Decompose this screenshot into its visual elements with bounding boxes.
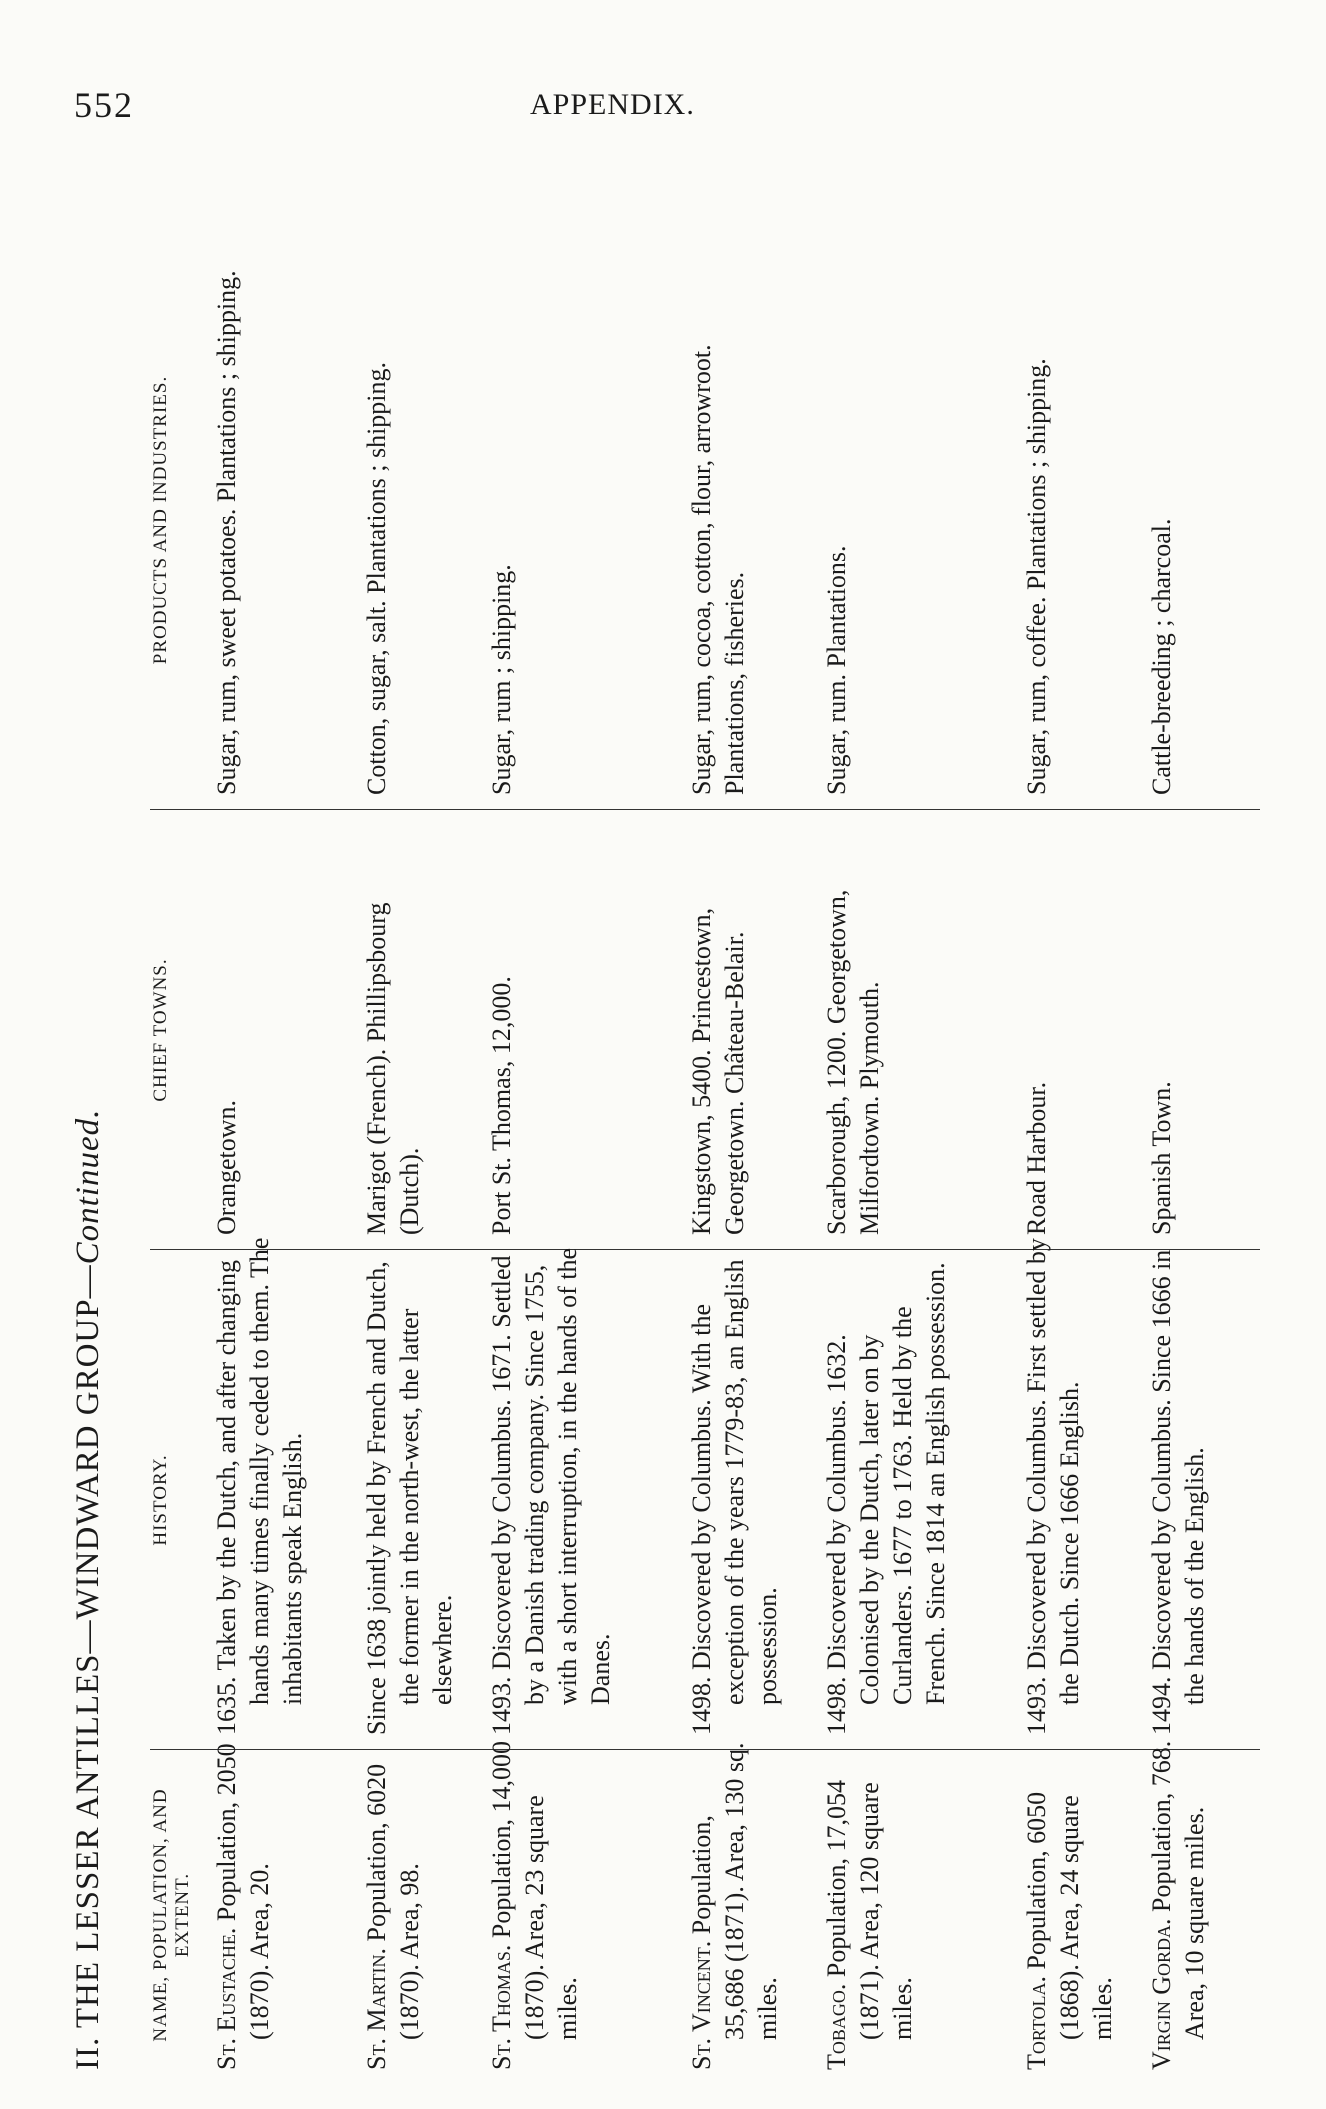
row-name: Tobago. <box>822 1983 851 2070</box>
table-title-continued: Continued. <box>70 1108 106 1265</box>
row-products: Cattle-breeding ; charcoal. <box>1147 518 1176 795</box>
row-name: St. Martin. <box>362 1948 391 2070</box>
row-history: 1635. Taken by the Dutch, and after changing hands many times finally ceded to them. The inhabitants speak English. <box>212 1237 307 1735</box>
row-name: St. Vincent. <box>687 1940 716 2070</box>
row-towns: Spanish Town. <box>1147 1081 1176 1235</box>
row-towns: Scarborough, 1200. Georgetown, Milfordtown. Plymouth. <box>822 889 884 1235</box>
row-products: Cotton, sugar, salt. Plantations ; shipping. <box>362 361 391 795</box>
row-towns: Orangetown. <box>212 1099 241 1235</box>
header-history: HISTORY. <box>150 1454 171 1546</box>
row-extent: Population, 14,000 (1870). Area, 23 square miles. <box>487 1740 582 2040</box>
row-name-cell <box>210 1740 276 2070</box>
column-divider <box>150 809 1260 810</box>
row-history: 1493. Discovered by Columbus. 1671. Settled by a Danish trading company. Since 1755, with a short interruption, in the hands of the Danes. <box>487 1247 615 1735</box>
row-name-cell <box>485 1740 584 2070</box>
row-towns: Kingstown, 5400. Princestown, Georgetown. Château-Belair. <box>687 907 749 1235</box>
row-extent: Population, 6050 (1868). Area, 24 square miles. <box>1022 1791 1117 2040</box>
table-title-main: II. THE LESSER ANTILLES—WINDWARD GROUP— <box>70 1264 106 2070</box>
row-history: 1493. Discovered by Columbus. First settled by the Dutch. Since 1666 English. <box>1022 1238 1084 1735</box>
row-history: 1498. Discovered by Columbus. 1632. Colonised by the Dutch, later on by Curlanders. 1677 to 1763. Held by the French. Since 1814 an English possession. <box>822 1262 950 1735</box>
row-name-cell <box>1145 1740 1211 2070</box>
row-name: St. Thomas. <box>487 1944 516 2070</box>
row-name: Virgin Gorda. <box>1147 1918 1176 2070</box>
row-towns: Road Harbour. <box>1022 1081 1051 1235</box>
rotated-table <box>60 210 1270 2070</box>
row-products: Sugar, rum, coffee. Plantations ; shipping. <box>1022 358 1051 795</box>
table-grid <box>150 210 1260 2070</box>
row-products: Sugar, rum, cocoa, cotton, flour, arrowroot. Plantations, fisheries. <box>687 344 749 795</box>
header-name: NAME, POPULATION, AND EXTENT. <box>150 1788 193 2042</box>
header-towns: CHIEF TOWNS. <box>150 958 171 1102</box>
row-products: Sugar, rum ; shipping. <box>487 564 516 795</box>
row-products: Sugar, rum, sweet potatoes. Plantations ; shipping. <box>212 270 241 795</box>
row-name: St. Eustache. <box>212 1927 241 2070</box>
row-towns: Port St. Thomas, 12,000. <box>487 976 516 1235</box>
row-extent: Population, 2050 (1870). Area, 20. <box>212 1743 274 2040</box>
row-extent: Population, 35,686 (1871). Area, 130 sq. miles. <box>687 1742 782 2040</box>
row-history: 1494. Discovered by Columbus. Since 1666 in the hands of the English. <box>1147 1249 1209 1735</box>
row-name-cell <box>1020 1740 1119 2070</box>
row-name-cell <box>685 1740 784 2070</box>
page-number: 552 <box>74 85 134 125</box>
row-extent: Population, 17,054 (1871). Area, 120 square miles. <box>822 1779 917 2040</box>
row-history: 1498. Discovered by Columbus. With the exception of the years 1779-83, an English possession. <box>687 1259 782 1735</box>
running-head: APPENDIX. <box>530 88 695 121</box>
header-products: PRODUCTS AND INDUSTRIES. <box>150 375 171 665</box>
row-towns: Marigot (French). Phillipsbourg (Dutch). <box>362 902 424 1235</box>
row-extent: Population, 6020 (1870). Area, 98. <box>362 1763 424 2040</box>
row-name-cell <box>820 1740 919 2070</box>
row-name-cell <box>360 1740 426 2070</box>
row-history: Since 1638 jointly held by French and Dutch, the former in the north-west, the latter elsewhere. <box>362 1261 457 1735</box>
row-name: Tortola. <box>1022 1976 1051 2070</box>
row-products: Sugar, rum. Plantations. <box>822 545 851 795</box>
row-extent: Population, 768. Area, 10 square miles. <box>1147 1740 1209 2040</box>
table-title <box>70 210 107 2070</box>
